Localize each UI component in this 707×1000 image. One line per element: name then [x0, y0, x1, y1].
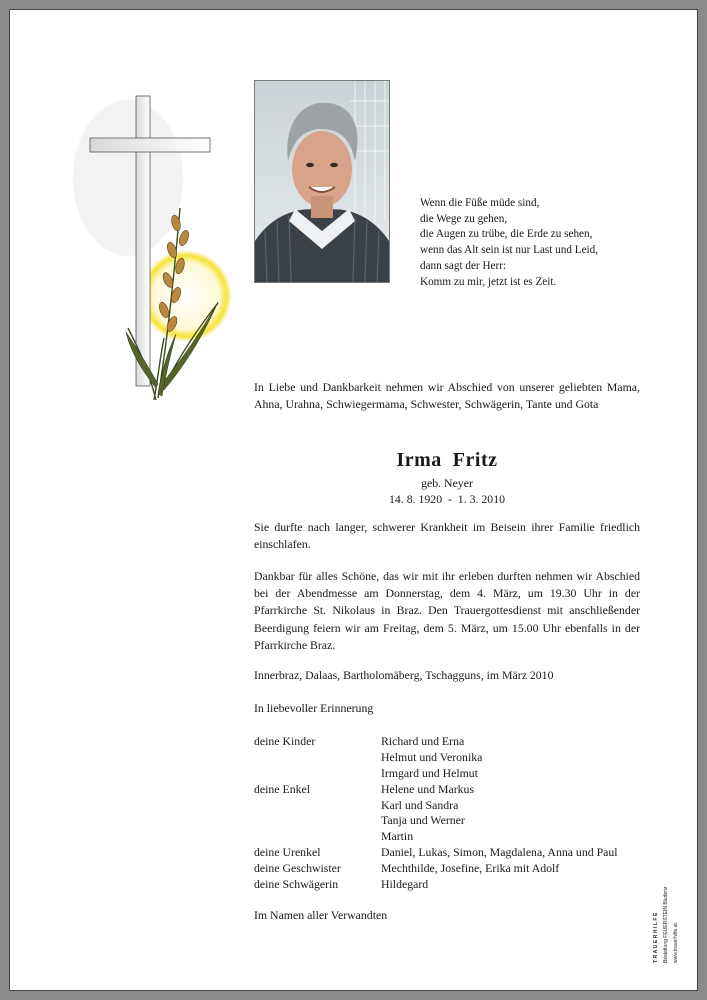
brand-line3: www.trauerhilfe.at	[673, 923, 679, 963]
mourner-names: Hildegard	[381, 877, 429, 892]
brand-line1: TRAUERHILFE	[653, 911, 659, 963]
mourner-names: Karl und Sandra	[381, 797, 459, 812]
mourner-names: Richard und Erna	[381, 734, 465, 748]
mourners-list	[254, 734, 654, 893]
intro-text: In Liebe und Dankbarkeit nehmen wir Abschied von unserer geliebten Mama, Ahna, Urahna, Schwiegermama, Schwester, Schwägerin, Tante und Gota	[254, 380, 640, 412]
mourner-row	[254, 829, 654, 845]
mourner-row	[254, 798, 654, 814]
remembrance-line: In liebevoller Erinnerung	[254, 701, 374, 715]
obituary-page	[9, 9, 698, 991]
mourner-role: deine Kinder	[254, 734, 316, 748]
mourner-row	[254, 845, 654, 861]
verse-line: dann sagt der Herr:	[420, 259, 507, 272]
mourner-names: Mechthilde, Josefine, Erika mit Adolf	[381, 861, 560, 876]
poem-verse	[420, 196, 620, 290]
funeral-home-logo	[651, 865, 685, 965]
life-dates: 14. 8. 1920 - 1. 3. 2010	[389, 492, 505, 506]
mourner-names: Tanja und Werner	[381, 813, 465, 828]
ceremony-text: Dankbar für alles Schöne, das wir mit ihr erleben durften nehmen wir Abschied bei der Abendmesse am Donnerstag, dem 4. März, um 19.30 Uhr in der Pfarrkirche St. Nikolaus in Braz. Den Trauergottesdienst mit anschließender Beerdigung feiern wir am Freitag, dem 5. März, um 15.00 Uhr ebenfalls in der Pfarrkirche Braz.	[254, 569, 640, 652]
deceased-name: Irma Fritz	[396, 449, 498, 471]
closing-line: Im Namen aller Verwandten	[254, 908, 388, 922]
mourner-row	[254, 861, 654, 877]
mourner-row	[254, 813, 654, 829]
mourner-names: Helene und Markus	[381, 781, 475, 796]
verse-line: wenn das Alt sein ist nur Last und Leid,	[420, 244, 599, 257]
mourner-names: Martin	[381, 829, 414, 844]
brand-line2: Bestattung FEUERSTEIN Bludenz	[663, 886, 669, 963]
mourner-row	[254, 734, 654, 750]
verse-line: Komm zu mir, jetzt ist es Zeit.	[420, 275, 557, 288]
mourner-names: Helmut und Veronika	[381, 749, 483, 764]
birth-name: geb. Neyer	[421, 476, 473, 490]
cross-wheat-emblem	[68, 88, 248, 408]
verse-line: die Wege zu gehen,	[420, 212, 508, 225]
mourner-role: deine Geschwister	[254, 861, 341, 876]
mourner-row	[254, 750, 654, 766]
mourner-role: deine Enkel	[254, 781, 311, 796]
mourner-row	[254, 877, 654, 893]
place-date: Innerbraz, Dalaas, Bartholomäberg, Tschagguns, im März 2010	[254, 668, 554, 682]
deceased-portrait	[254, 80, 390, 283]
verse-line: Wenn die Füße müde sind,	[420, 197, 540, 209]
mourner-names: Irmgard und Helmut	[381, 765, 478, 780]
mourner-row	[254, 782, 654, 798]
cross-horizontal	[90, 138, 210, 152]
mourner-names: Daniel, Lukas, Simon, Magdalena, Anna und Paul	[381, 845, 618, 860]
mourner-role: deine Schwägerin	[254, 877, 339, 892]
verse-line: die Augen zu trübe, die Erde zu sehen,	[420, 228, 593, 241]
mourner-row	[254, 766, 654, 782]
sun-circle	[140, 250, 232, 342]
passing-text: Sie durfte nach langer, schwerer Krankheit im Beisein ihrer Familie friedlich einschlafen.	[254, 520, 640, 552]
mourner-role: deine Urenkel	[254, 845, 321, 860]
